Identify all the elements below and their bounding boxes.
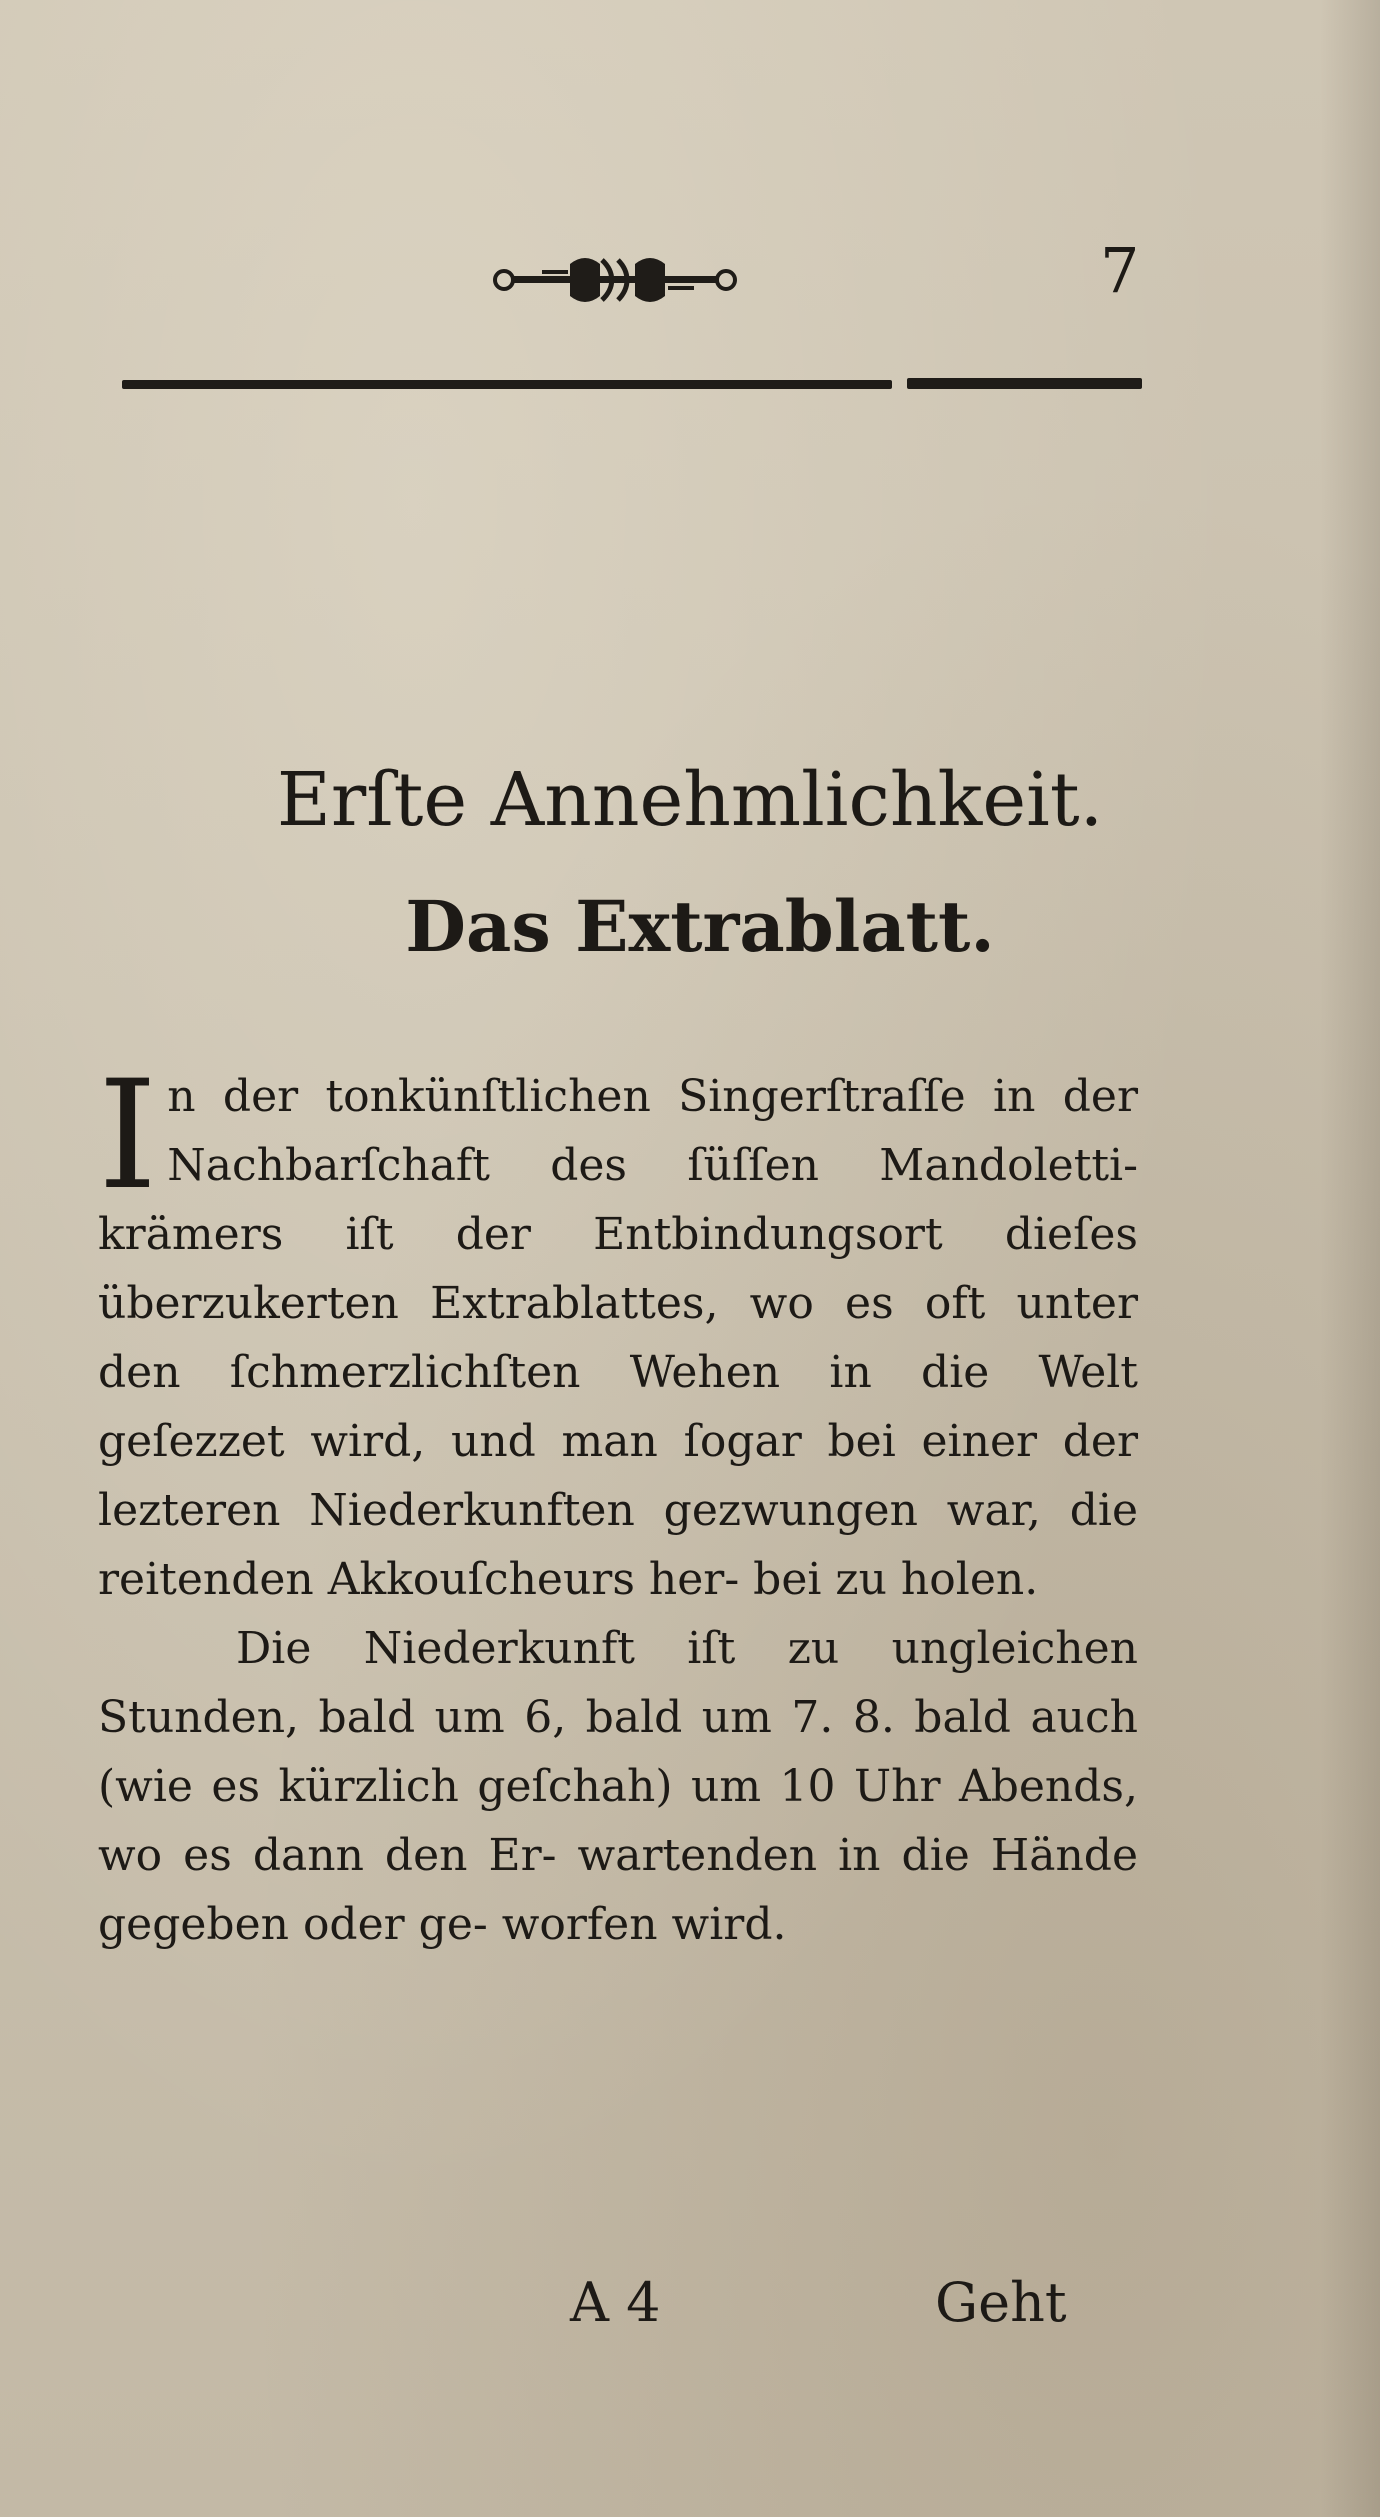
paragraph-1 xyxy=(98,1049,1138,1614)
drop-cap: I xyxy=(98,1049,158,1223)
page-edge-shadow xyxy=(1320,0,1380,2517)
section-title: Das Extrablatt. xyxy=(405,885,995,968)
chapter-title: Erſte Annehmlichkeit. xyxy=(276,757,1104,843)
scroll-ornament-icon xyxy=(490,252,740,308)
header-rule-left xyxy=(122,380,892,389)
header-rule-right xyxy=(907,378,1142,389)
paragraph-1-text: n der tonkünſtlichen Singerſtraſſe in der Nachbarſchaft des ſüſſen Mandoletti- krämers iſt der Entbindungsort dieſes überzukerten Extrablattes, wo es oft unter den ſchmerzlichſten Wehen in die Welt geſezzet wird, und man ſogar bei einer der lezteren Niederkunften gezwungen war, die reitenden Akkouſcheurs her- bei zu holen. xyxy=(98,1071,1138,1605)
paragraph-2: Die Niederkunft iſt zu ungleichen Stunden, bald um 6, bald um 7. 8. bald auch (wie es kürzlich geſchah) um 10 Uhr Abends, wo es dann den Er- wartenden in die Hände gegeben oder ge- worfen wird. xyxy=(98,1623,1138,1950)
header-rule xyxy=(122,378,1142,390)
catchword: Geht xyxy=(935,2271,1067,2334)
page-number: 7 xyxy=(1100,234,1140,307)
signature-mark: A 4 xyxy=(570,2271,661,2334)
body-text xyxy=(98,1049,1138,1959)
